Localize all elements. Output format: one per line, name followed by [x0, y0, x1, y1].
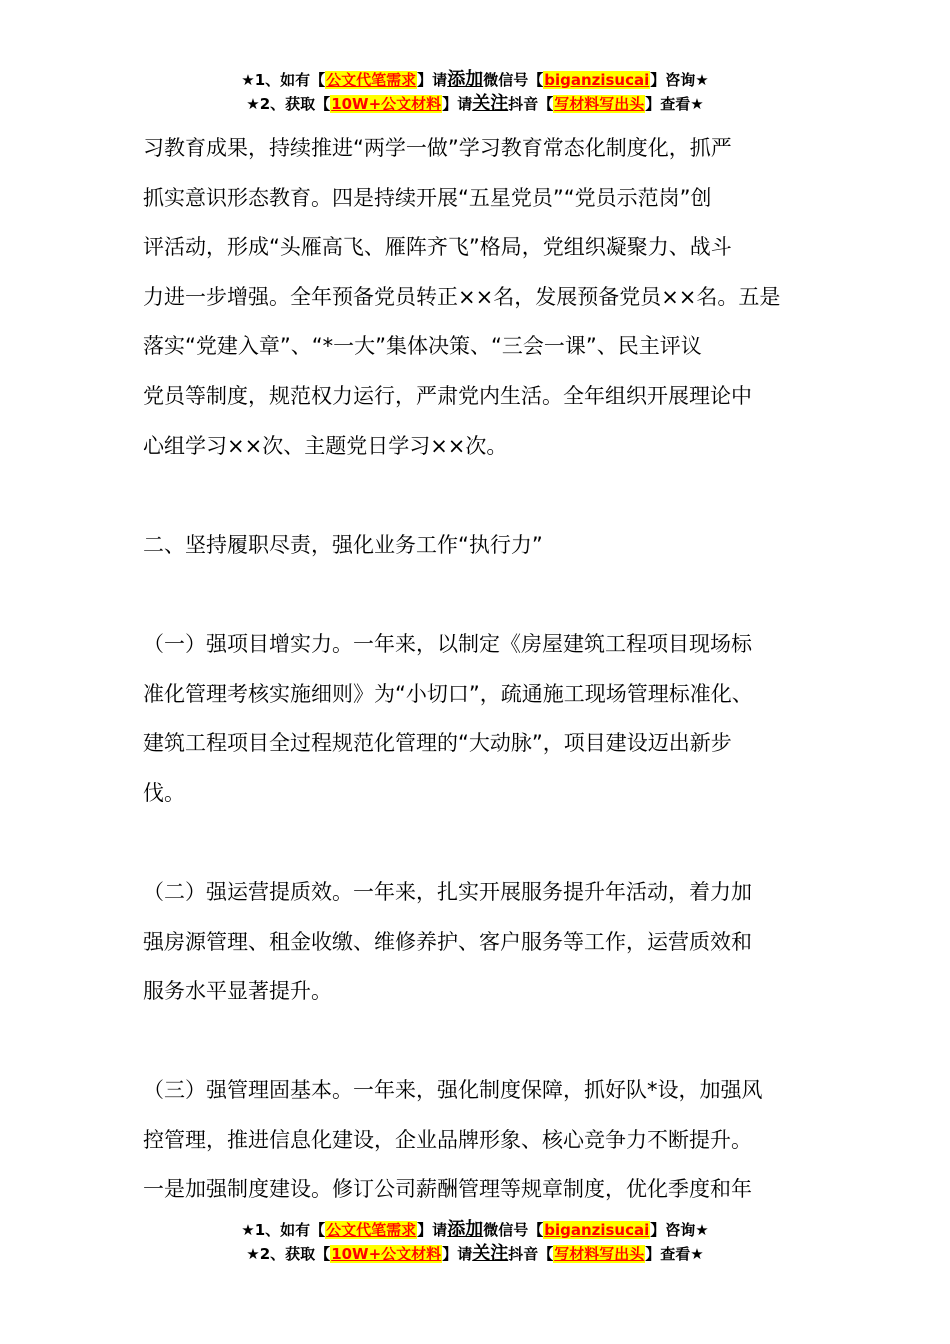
banner-highlight: 写材料写出头 [554, 1245, 645, 1263]
banner-text: 】咨询★ [650, 71, 709, 89]
banner-emphasis: 关注 [472, 1243, 509, 1264]
text-line: 准化管理考核实施细则》为“小切口”，疏通施工现场管理标准化、 [143, 681, 753, 706]
banner-text: 】查看★ [645, 95, 704, 113]
banner-text: 微信号【 [483, 1221, 544, 1239]
text-line: 强房源管理、租金收缴、维修养护、客户服务等工作，运营质效和 [143, 929, 752, 954]
banner-highlight: biganzisucai [544, 1221, 650, 1239]
text-line: 一是加强制度建设。修订公司薪酬管理等规章制度，优化季度和年 [143, 1177, 752, 1202]
paragraph-item-1 [143, 620, 833, 818]
banner-text: ★2、获取【 [246, 1245, 331, 1263]
banner-highlight: 10W+公文材料 [331, 95, 442, 113]
footer-banner [0, 1220, 950, 1268]
text-line: （三）强管理固基本。一年来，强化制度保障，抓好队*设，加强风 [143, 1078, 763, 1103]
text-line: 控管理，推进信息化建设，企业品牌形象、核心竞争力不断提升。 [143, 1127, 752, 1152]
banner-text: 】请 [442, 1245, 473, 1263]
header-banner-line-1 [0, 70, 950, 94]
banner-text: 】请 [417, 71, 448, 89]
banner-text: 抖音【 [508, 95, 554, 113]
banner-highlight: 公文代笔需求 [326, 1221, 417, 1239]
text-line: 习教育成果，持续推进“两学一做”学习教育常态化制度化，抓严 [143, 136, 732, 160]
text-line: 心组学习××次、主题党日学习××次。 [143, 433, 508, 458]
text-line: 落实“党建入章”、“*一大”集体决策、“三会一课”、民主评议 [143, 334, 702, 359]
banner-highlight: 写材料写出头 [554, 95, 645, 113]
footer-banner-line-2 [0, 1244, 950, 1268]
text-line: （二）强运营提质效。一年来，扎实开展服务提升年活动，着力加 [143, 879, 752, 904]
header-banner [0, 70, 950, 118]
text-line: 服务水平显著提升。 [143, 979, 332, 1004]
section-heading [143, 521, 833, 571]
text-line: 建筑工程项目全过程规范化管理的“大动脉”，项目建设迈出新步 [143, 731, 732, 756]
text-line: （一）强项目增实力。一年来，以制定《房屋建筑工程项目现场标 [143, 631, 752, 656]
banner-text: ★1、如有【 [241, 1221, 326, 1239]
paragraph-item-3 [143, 1066, 833, 1215]
heading-text: 二、坚持履职尽责，强化业务工作“执行力” [143, 532, 543, 557]
text-line: 评活动，形成“头雁高飞、雁阵齐飞”格局，党组织凝聚力、战斗 [143, 235, 732, 260]
text-line: 伐。 [143, 780, 185, 805]
banner-text: 】咨询★ [650, 1221, 709, 1239]
banner-emphasis: 添加 [447, 1219, 484, 1240]
footer-banner-line-1 [0, 1220, 950, 1244]
banner-highlight: biganzisucai [544, 71, 650, 89]
text-line: 力进一步增强。全年预备党员转正××名，发展预备党员××名。五是 [143, 284, 781, 309]
banner-text: 】请 [442, 95, 473, 113]
banner-emphasis: 添加 [447, 69, 484, 90]
text-line: 党员等制度，规范权力运行，严肃党内生活。全年组织开展理论中 [143, 383, 752, 408]
header-banner-line-2 [0, 94, 950, 118]
banner-text: 】查看★ [645, 1245, 704, 1263]
paragraph-item-2 [143, 868, 833, 1017]
banner-highlight: 10W+公文材料 [331, 1245, 442, 1263]
paragraph-party-building [143, 124, 833, 471]
banner-text: 】请 [417, 1221, 448, 1239]
banner-emphasis: 关注 [472, 93, 509, 114]
banner-text: 抖音【 [508, 1245, 554, 1263]
banner-text: ★2、获取【 [246, 95, 331, 113]
document-body [143, 124, 833, 1215]
banner-text: 微信号【 [483, 71, 544, 89]
banner-highlight: 公文代笔需求 [326, 71, 417, 89]
text-line: 抓实意识形态教育。四是持续开展“五星党员”“党员示范岗”创 [143, 185, 712, 210]
banner-text: ★1、如有【 [241, 71, 326, 89]
